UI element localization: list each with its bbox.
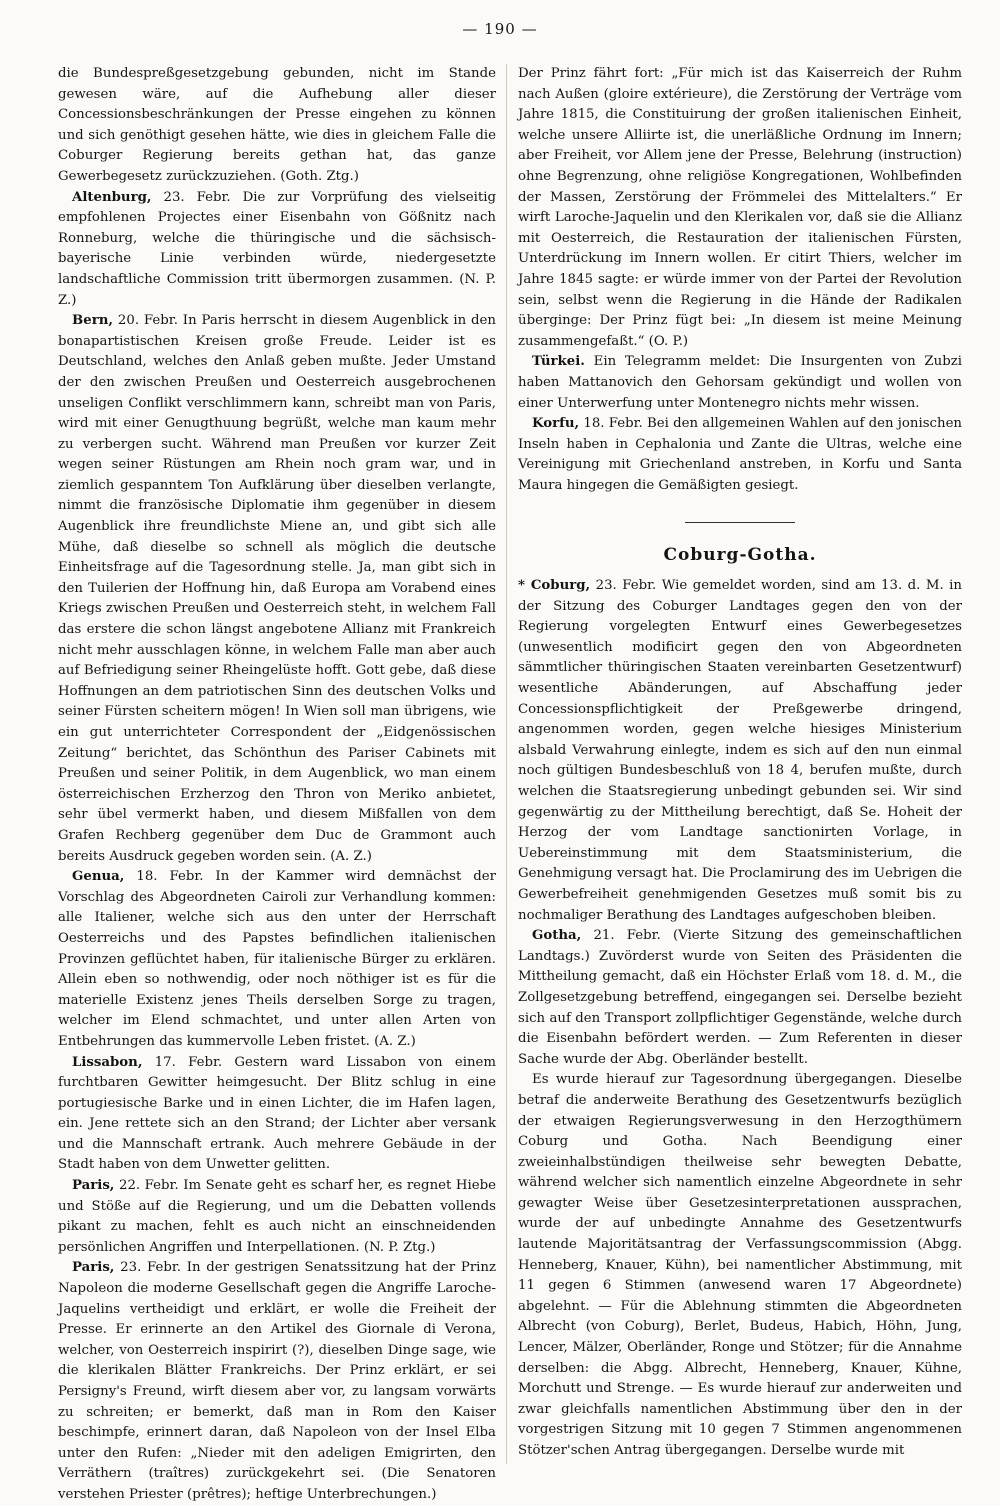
article-text: die Bundespreßgesetzgebung gebunden, nicht im Stande gewesen wäre, auf die Aufhebung aller dieser Concessionsbeschränkungen der Presse eingehen zu können und sich genöthigt gesehen hätte, wie dies in gleichem Falle die Coburger Regierung bereits gethan hat, das ganze Gewerbegesetz zurückzuziehen. (Goth. Ztg.): [58, 66, 496, 184]
article-paragraph: [58, 867, 496, 1052]
dateline-place: Lissabon,: [72, 1054, 143, 1070]
article-paragraph: [58, 1176, 496, 1258]
article-text: Der Prinz fährt fort: „Für mich ist das Kaiserreich der Ruhm nach Außen (gloire extérieure), die Zerstörung der Verträge vom Jahre 1815, die Constituirung der großen italienischen Einheit, welche unsere Alliirte ist, die unerläßliche Ordnung im Innern; aber Freiheit, vor Allem jene der Presse, Belehrung (instruction) ohne Begrenzung, ohne religiöse Kongregationen, Wohlbefinden der Massen, Zerstörung der Frömmelei des Mittelalters.“ Er wirft Laroche-Jaquelin und den Klerikalen vor, daß sie die Allianz mit Oesterreich, die Restauration der italienischen Fürsten, Unterdrückung im Innern wollen. Er citirt Thiers, welcher im Jahre 1845 sagte: er würde immer von der Partei der Revolution sein, selbst wenn die Regierung in die Hände der Radikalen überginge: Der Prinz fügt bei: „In diesem ist meine Meinung zusammengefaßt.“ (O. P.): [518, 66, 962, 349]
dateline-place: Gotha,: [532, 928, 582, 944]
left-column: [58, 64, 496, 1502]
article-paragraph: [58, 1053, 496, 1177]
article-paragraph: [58, 64, 496, 188]
article-paragraph: [518, 352, 962, 414]
dateline-place: Paris,: [72, 1178, 115, 1194]
article-text: 21. Febr. (Vierte Sitzung des gemeinschaftlichen Landtags.) Zuvörderst wurde von Seiten des Präsidenten die Mittheilung gemacht, daß ein Höchster Erlaß vom 18. d. M., die Zollgesetzgebung betreffend, eingegangen sei. Derselbe bezieht sich auf den Transport zollpflichtiger Gegenstände, welche durch die Eisenbahn befördert werden. — Zum Referenten in dieser Sache wurde der Abg. Oberländer bestellt.: [518, 928, 962, 1067]
dateline-place: Korfu,: [532, 416, 580, 432]
article-text: Es wurde hierauf zur Tagesordnung übergegangen. Dieselbe betraf die anderweite Berathung des Gesetzentwurfs bezüglich der etwaigen Regierungsverwesung in den Herzogthümern Coburg und Gotha. Nach Beendigung einer zweieinhalbstündigen theilweise sehr bewegten Debatte, während welcher sich namentlich einzelne Abgeordnete in sehr gewagter Weise über Gesetzesinterpretationen aussprachen, wurde der auf unbedingte Annahme des Gesetzentwurfs lautende Majoritätsantrag der Verfassungscommission (Abgg. Henneberg, Knauer, Kühn), bei namentlicher Abstimmung, mit 11 gegen 6 Stimmen (anwesend waren 17 Abgeordnete) abgelehnt. — Für die Ablehnung stimmten die Abgeordneten Albrecht (von Coburg), Berlet, Budeus, Habich, Höhn, Jung, Lencer, Mälzer, Oberländer, Ronge und Stötzer; für die Annahme derselben: die Abgg. Albrecht, Henneberg, Knauer, Kühne, Morchutt und Strenge. — Es wurde hierauf zur anderweiten und zwar gleichfalls namentlichen Abstimmung über den in der vorgestrigen Sitzung mit 10 gegen 7 Stimmen angenommenen Stötzer'schen Antrag übergegangen. Derselbe wurde mit: [518, 1072, 962, 1458]
article-text: 22. Febr. Im Senate geht es scharf her, es regnet Hiebe und Stöße auf die Regierung, und um die Debatten vollends pikant zu machen, fehlt es auch nicht an einschneidenden persönlichen Angriffen und Interpellationen. (N. P. Ztg.): [58, 1178, 496, 1255]
article-paragraph: [58, 188, 496, 312]
dateline-place: Paris,: [72, 1260, 115, 1276]
dateline-place: Altenburg,: [72, 189, 152, 205]
article-text: 23. Febr. In der gestrigen Senatssitzung hat der Prinz Napoleon die moderne Gesellschaft gegen die Angriffe Laroche-Jaquelins vertheidigt und erklärt, er wolle die Freiheit der Presse. Er erinnerte an den Artikel des Giornale di Verona, welcher, von Oesterreich inspirirt (?), dieselben Dinge sage, wie die klerikalen Blätter Frankreichs. Der Prinz erklärt, er sei Persigny's Freund, wirft diesem aber vor, zu langsam vorwärts zu schreiten; er bemerkt, daß man in Rom den Kaiser beschimpfe, erinnert daran, daß Napoleon von der Insel Elba unter den Rufen: „Nieder mit den adeligen Emigrirten, den Verräthern (traîtres) zurückgekehrt sei. (Die Senatoren verstehen Priester (prêtres); heftige Unterbrechungen.): [58, 1260, 496, 1502]
dateline-place: Türkei.: [532, 354, 585, 370]
article-paragraph: [518, 414, 962, 496]
article-text: 17. Febr. Gestern ward Lissabon von einem furchtbaren Gewitter heimgesucht. Der Blitz schlug in eine portugiesische Barke und in einen Lichter, die im Hafen lagen, ein. Jene rettete sich an den Strand; der Lichter aber versank und die Mannschaft ertrank. Auch mehrere Gebäude in der Stadt haben von dem Unwetter gelitten.: [58, 1054, 496, 1173]
section-heading: Coburg-Gotha.: [663, 545, 817, 566]
article-paragraph: [58, 311, 496, 867]
column-divider: [506, 64, 507, 1464]
article-text: 23. Febr. Wie gemeldet worden, sind am 13. d. M. in der Sitzung des Coburger Landtages gegen den von der Regierung vorgelegten Entwurf eines Gewerbegesetzes (unwesentlich modificirt gegen den von Abgeordneten sämmtlicher thüringischen Staaten vereinbarten Gesetzentwurf) wesentliche Abänderungen, auf Abschaffung jeder Concessionspflichtigkeit der Preßgewerbe dringend, angenommen worden, gegen welche hiesiges Ministerium alsbald Verwahrung einlegte, indem es sich auf den nun einmal noch gültigen Bundesbeschluß von 18 4, berufen mußte, durch welchen die Staatsregierung unbedingt gebunden sei. Wir sind gegenwärtig zu der Mittheilung berechtigt, daß Se. Hoheit der Herzog der vom Landtage sanctionirten Vorlage, in Uebereinstimmung mit dem Staatsministerium, die Genehmigung versagt hat. Die Proclamirung des im Uebrigen die Gewerbefreiheit genehmigenden Gesetzes muß somit bis zu nochmaliger Berathung des Landtages aufgeschoben bleiben.: [518, 578, 962, 923]
article-paragraph: [518, 1070, 962, 1461]
right-column-top: [518, 64, 962, 496]
right-column: [518, 64, 962, 1464]
article-text: 20. Febr. In Paris herrscht in diesem Augenblick in den bonapartistischen Kreisen große Freude. Leider ist es Deutschland, welches den Anlaß geben mußte. Jeder Umstand der den zwischen Preußen und Oesterreich ausgebrochenen unseligen Conflikt verschlimmern kann, schreibt man von Paris, wird mit einer Genugthuung begrüßt, welche man kaum mehr zu verbergen sucht. Während man Preußen vor kurzer Zeit wegen seiner Rüstungen am Rhein noch gram war, und in ziemlich gespanntem Ton Aufklärung über dieselben verlangte, nimmt die französische Diplomatie ihm gegenüber in diesem Augenblick ihre freundlichste Miene an, und gibt sich alle Mühe, daß dieselbe so schnell als möglich die deutsche Einheitsfrage auf die Tagesordnung stelle. Ja, man gibt sich in den Tuilerien der Hoffnung hin, daß Europa am Vorabend eines Kriegs zwischen Preußen und Oesterreich steht, in welchem Fall das erstere die schon längst angebotene Allianz mit Frankreich nicht mehr ausschlagen könne, in welchem Falle man aber auch auf Befriedigung seiner Rheingelüste hofft. Gott gebe, daß diese Hoffnungen an dem patriotischen Sinn des deutschen Volks und seiner Fürsten scheitern mögen! In Wien soll man übrigens, wie ein gut unterrichteter Correspondent der „Eidgenössischen Zeitung“ berichtet, das Schönthun des Pariser Cabinets mit Preußen und seiner Politik, in dem Augenblick, wo man einem österreichischen Erzherzog den Thron von Meriko anbietet, sehr übel vermerkt haben, und diesem Mißfallen von dem Grafen Rechberg gegenüber dem Duc de Grammont auch bereits Ausdruck gegeben worden sein. (A. Z.): [58, 313, 496, 864]
article-text: 18. Febr. Bei den allgemeinen Wahlen auf den jonischen Inseln haben in Cephalonia und Zante die Ultras, welche eine Vereinigung mit Griechenland anstreben, in Korfu und Santa Maura hingegen die Gemäßigten gesiegt.: [518, 416, 962, 493]
article-paragraph: [518, 64, 962, 352]
section-separator: [685, 522, 795, 523]
article-text: 23. Febr. Die zur Vorprüfung des vielseitig empfohlenen Projectes einer Eisenbahn von Gößnitz nach Ronneburg, welche die thüringische und die sächsisch-bayerische Linie verbinden würde, niedergesetzte landschaftliche Commission tritt übermorgen zusammen. (N. P. Z.): [58, 189, 496, 308]
dateline-place: Bern,: [72, 313, 114, 329]
dateline-place: * Coburg,: [518, 578, 591, 594]
article-text: 18. Febr. In der Kammer wird demnächst der Vorschlag des Abgeordneten Cairoli zur Verhandlung kommen: alle Italiener, welche sich aus den unter der Herrschaft Oesterreichs und des Papstes befindlichen italienischen Provinzen geflüchtet haben, für italienische Bürger zu erklären. Allein eben so nothwendig, oder noch nöthiger ist es für die materielle Existenz jenes Theils derselben Sorge zu tragen, welcher im Elend schmachtet, und unter allen Arten von Entbehrungen das kummervolle Leben fristet. (A. Z.): [58, 869, 496, 1049]
article-paragraph: [58, 1258, 496, 1505]
right-column-section: [518, 576, 962, 1462]
article-text: Ein Telegramm meldet: Die Insurgenten von Zubzi haben Mattanovich den Gehorsam gekündigt und wollen von einer Unterwerfung unter Montenegro nichts mehr wissen.: [518, 354, 962, 411]
article-paragraph: [518, 576, 962, 926]
page-number: — 190 —: [462, 20, 538, 38]
article-paragraph: [518, 926, 962, 1070]
dateline-place: Genua,: [72, 869, 125, 885]
